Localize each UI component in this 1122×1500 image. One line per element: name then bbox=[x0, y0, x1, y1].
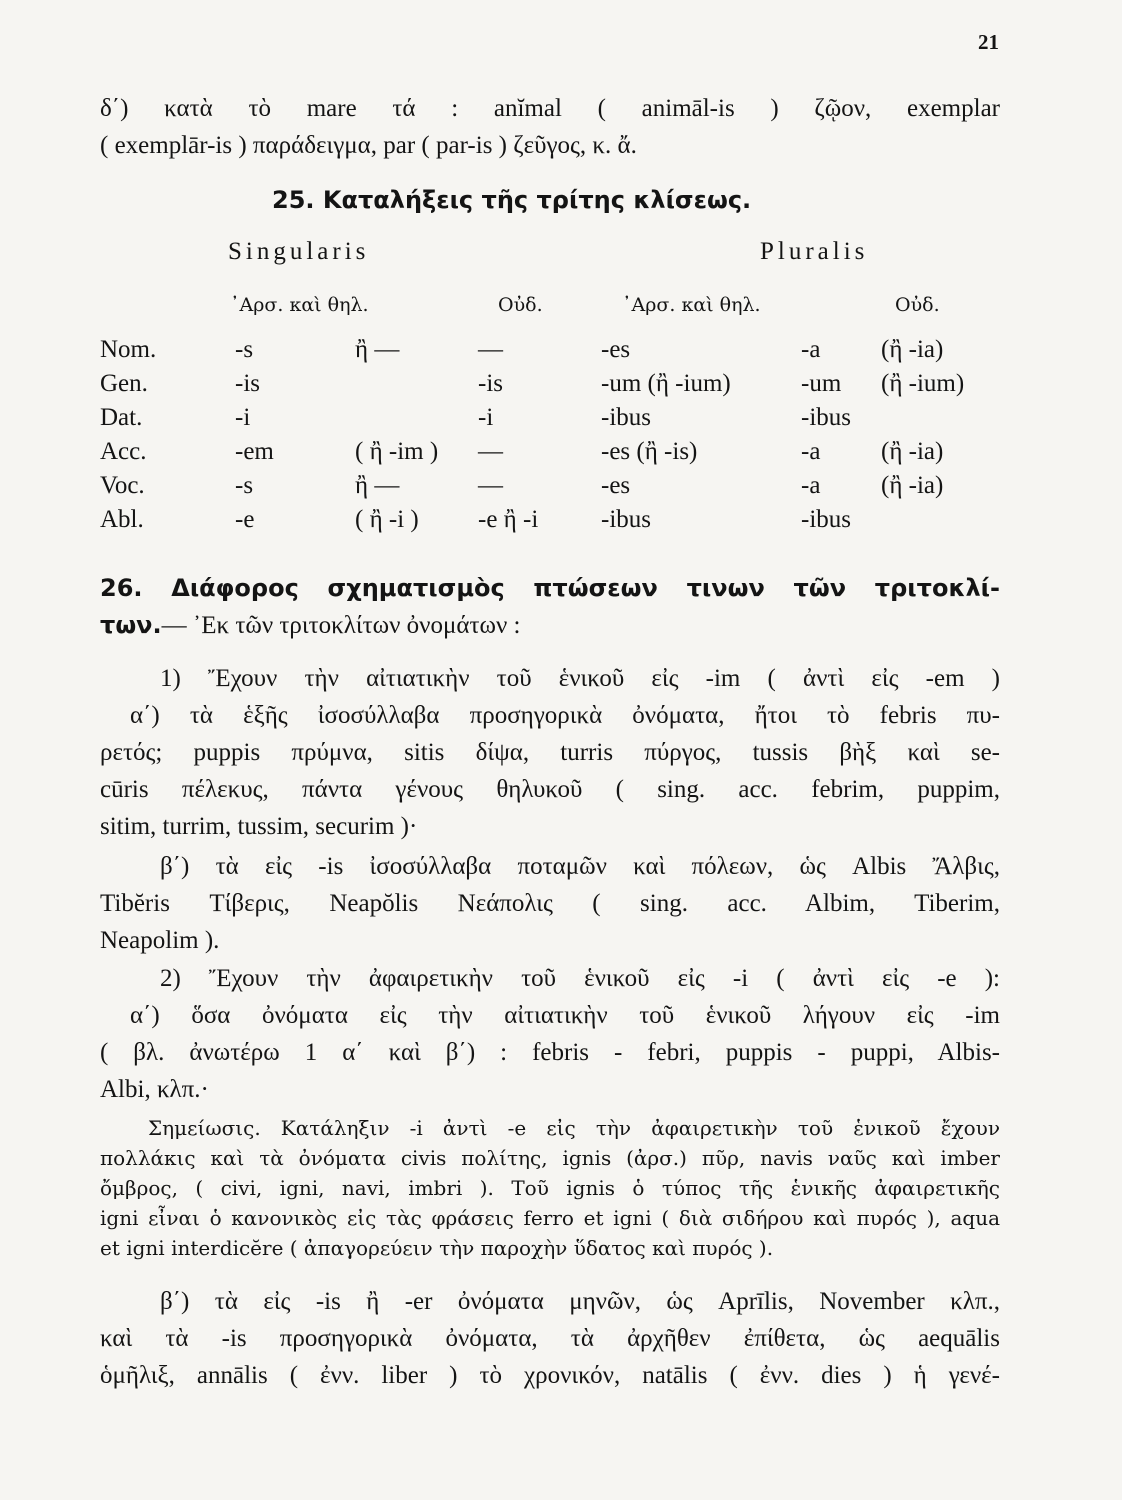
note-line-2: πολλάκις καὶ τὰ ὀνόματα civis πολίτης, ignis (ἀρσ.) πῦρ, navis ναῦς καὶ imber bbox=[100, 1146, 1000, 1170]
section-25 bbox=[100, 182, 1000, 219]
p2-line-2: Tibĕris Τίβερις, Neapŏlis Νεάπολις ( sing. acc. Albim, Tiberim, bbox=[100, 890, 1000, 917]
paragraph-3 bbox=[100, 960, 1000, 1108]
paragraph-2 bbox=[100, 848, 1000, 959]
p2-line-1: β΄) τὰ εἰς -is ἰσοσύλλαβα ποταμῶν καὶ πόλεων, ὡς Albis Ἄλβις, bbox=[160, 853, 1000, 880]
case-label: Abl. bbox=[100, 506, 144, 533]
ending-cell: (ἢ -ia) bbox=[881, 438, 944, 465]
case-label: Dat. bbox=[100, 404, 143, 431]
p1-line-5: sitim, turrim, tussim, securim )· bbox=[100, 813, 418, 840]
p3-line-2: α΄) ὅσα ὀνόματα εἰς τὴν αἰτιατικὴν τοῦ ἑνικοῦ λήγουν εἰς -im bbox=[130, 1002, 1000, 1029]
note-block bbox=[100, 1113, 1000, 1263]
section-25-heading: 25. Καταλήξεις τῆς τρίτης κλίσεως. bbox=[272, 186, 752, 214]
table-row bbox=[100, 469, 1001, 503]
ending-cell: -i bbox=[478, 404, 494, 431]
ending-cell: (ἢ -ia) bbox=[881, 336, 944, 363]
ending-cell: -s bbox=[235, 336, 254, 363]
ending-cell: -e bbox=[235, 506, 255, 533]
note-line-1: Σημείωσις. Κατάληξιν -i ἀντὶ -e εἰς τὴν ἀφαιρετικὴν τοῦ ἑνικοῦ ἔχουν bbox=[148, 1116, 1000, 1140]
ending-cell: -es bbox=[601, 472, 631, 499]
case-label: Voc. bbox=[100, 472, 145, 499]
p3-line-3: ( βλ. ἀνωτέρω 1 α΄ καὶ β΄) : febris - febri, puppis - puppi, Albis- bbox=[100, 1039, 1000, 1066]
ending-cell bbox=[881, 401, 1001, 435]
intro-line-2: ( exemplār-is ) παράδειγμα, par ( par-is ) ζεῦγος, κ. ἄ. bbox=[100, 132, 637, 159]
header-neuter-singular: Οὐδ. bbox=[498, 294, 543, 316]
pluralis-label: Pluralis bbox=[760, 238, 869, 265]
paragraph-1 bbox=[100, 660, 1000, 845]
ending-cell: — bbox=[478, 438, 503, 465]
p3-line-4: Albi, κλπ.· bbox=[100, 1076, 209, 1103]
declension-table bbox=[100, 333, 1001, 537]
table-row bbox=[100, 367, 1001, 401]
ending-cell: ( ἢ -i ) bbox=[355, 506, 419, 533]
section-26 bbox=[100, 570, 1000, 644]
p2-line-3: Neapolim ). bbox=[100, 927, 220, 954]
ending-cell: (ἢ -ia) bbox=[881, 472, 944, 499]
ending-cell: -um (ἢ -ium) bbox=[601, 370, 731, 397]
ending-cell: -ibus bbox=[601, 506, 651, 533]
ending-cell bbox=[881, 503, 1001, 537]
ending-cell: -a bbox=[801, 438, 821, 465]
header-masc-fem-singular: ᾿Αρσ. καὶ θηλ. bbox=[230, 294, 369, 316]
ending-cell: ( ἢ -im ) bbox=[355, 438, 439, 465]
ending-cell: -is bbox=[235, 370, 260, 397]
intro-paragraph bbox=[100, 90, 1000, 164]
ending-cell: -ibus bbox=[801, 506, 851, 533]
note-line-4: igni εἶναι ὁ κανονικὸς εἰς τὰς φράσεις ferro et igni ( διὰ σιδήρου καὶ πυρός ), aqua bbox=[100, 1206, 1000, 1230]
section-26-intro: — ᾿Εκ τῶν τριτοκλίτων ὀνομάτων : bbox=[161, 612, 521, 639]
note-line-3: ὄμβρος, ( civi, igni, navi, imbri ). Τοῦ ignis ὁ τύπος τῆς ἑνικῆς ἀφαιρετικῆς bbox=[100, 1176, 1000, 1200]
p4-line-1: β΄) τὰ εἰς -is ἢ -er ὀνόματα μηνῶν, ὡς Aprīlis, November κλπ., bbox=[160, 1288, 1000, 1315]
ending-cell: -um bbox=[801, 370, 842, 397]
ending-cell: -es (ἢ -is) bbox=[601, 438, 698, 465]
page-number: 21 bbox=[978, 30, 999, 54]
p4-line-3: ὁμῆλιξ, annālis ( ἐνν. liber ) τὸ χρονικόν, natālis ( ἐνν. dies ) ἡ γενέ- bbox=[100, 1362, 1000, 1389]
ending-cell: -i bbox=[235, 404, 251, 431]
ending-cell bbox=[355, 367, 478, 401]
declension-table-wrap bbox=[100, 333, 1001, 537]
ending-cell: -em bbox=[235, 438, 274, 465]
table-row bbox=[100, 333, 1001, 367]
p1-line-3: ρετός; puppis πρύμνα, sitis δίψα, turris πύργος, tussis βὴξ καὶ se- bbox=[100, 739, 1000, 766]
ending-cell: -ibus bbox=[801, 404, 851, 431]
ending-cell: -is bbox=[478, 370, 503, 397]
p1-line-1: 1) Ἔχουν τὴν αἰτιατικὴν τοῦ ἑνικοῦ εἰς -im ( ἀντὶ εἰς -em ) bbox=[160, 665, 1000, 692]
section-26-heading-end: των. bbox=[100, 611, 162, 639]
header-neuter-plural: Οὐδ. bbox=[895, 294, 940, 316]
ending-cell: (ἢ -ium) bbox=[881, 370, 965, 397]
p1-line-2: α΄) τὰ ἑξῆς ἰσοσύλλαβα προσηγορικὰ ὀνόματα, ἤτοι τὸ febris πυ- bbox=[130, 702, 1000, 729]
note-line-5: et igni interdicĕre ( ἀπαγορεύειν τὴν παροχὴν ὕδατος καὶ πυρός ). bbox=[100, 1236, 774, 1260]
table-row bbox=[100, 435, 1001, 469]
intro-line-1: δ΄) κατὰ τὸ mare τά : anĭmal ( animāl-is ) ζῷον, exemplar bbox=[100, 95, 1000, 122]
case-label: Gen. bbox=[100, 370, 148, 397]
section-26-heading: 26. Διάφορος σχηματισμὸς πτώσεων τινων τῶν τριτοκλί- bbox=[100, 574, 1000, 602]
singularis-label: Singularis bbox=[228, 238, 370, 265]
ending-cell bbox=[355, 401, 478, 435]
ending-cell: -es bbox=[601, 336, 631, 363]
table-row bbox=[100, 503, 1001, 537]
ending-cell: — bbox=[478, 336, 503, 363]
ending-cell: ἢ — bbox=[355, 472, 400, 499]
p1-line-4: cūris πέλεκυς, πάντα γένους θηλυκοῦ ( sing. acc. febrim, puppim, bbox=[100, 776, 1000, 803]
ending-cell: -e ἢ -i bbox=[478, 506, 539, 533]
case-label: Nom. bbox=[100, 336, 157, 363]
ending-cell: -ibus bbox=[601, 404, 651, 431]
header-masc-fem-plural: ᾿Αρσ. καὶ θηλ. bbox=[622, 294, 761, 316]
paragraph-4 bbox=[100, 1283, 1000, 1394]
p3-line-1: 2) Ἔχουν τὴν ἀφαιρετικὴν τοῦ ἑνικοῦ εἰς -i ( ἀντὶ εἰς -e ): bbox=[160, 965, 1000, 992]
ending-cell: ἢ — bbox=[355, 336, 400, 363]
ending-cell: -a bbox=[801, 336, 821, 363]
table-row bbox=[100, 401, 1001, 435]
case-label: Acc. bbox=[100, 438, 147, 465]
p4-line-2: καὶ τὰ -is προσηγορικὰ ὀνόματα, τὰ ἀρχῆθεν ἐπίθετα, ὡς aequālis bbox=[100, 1325, 1000, 1352]
ending-cell: -a bbox=[801, 472, 821, 499]
ending-cell: -s bbox=[235, 472, 254, 499]
ending-cell: — bbox=[478, 472, 503, 499]
